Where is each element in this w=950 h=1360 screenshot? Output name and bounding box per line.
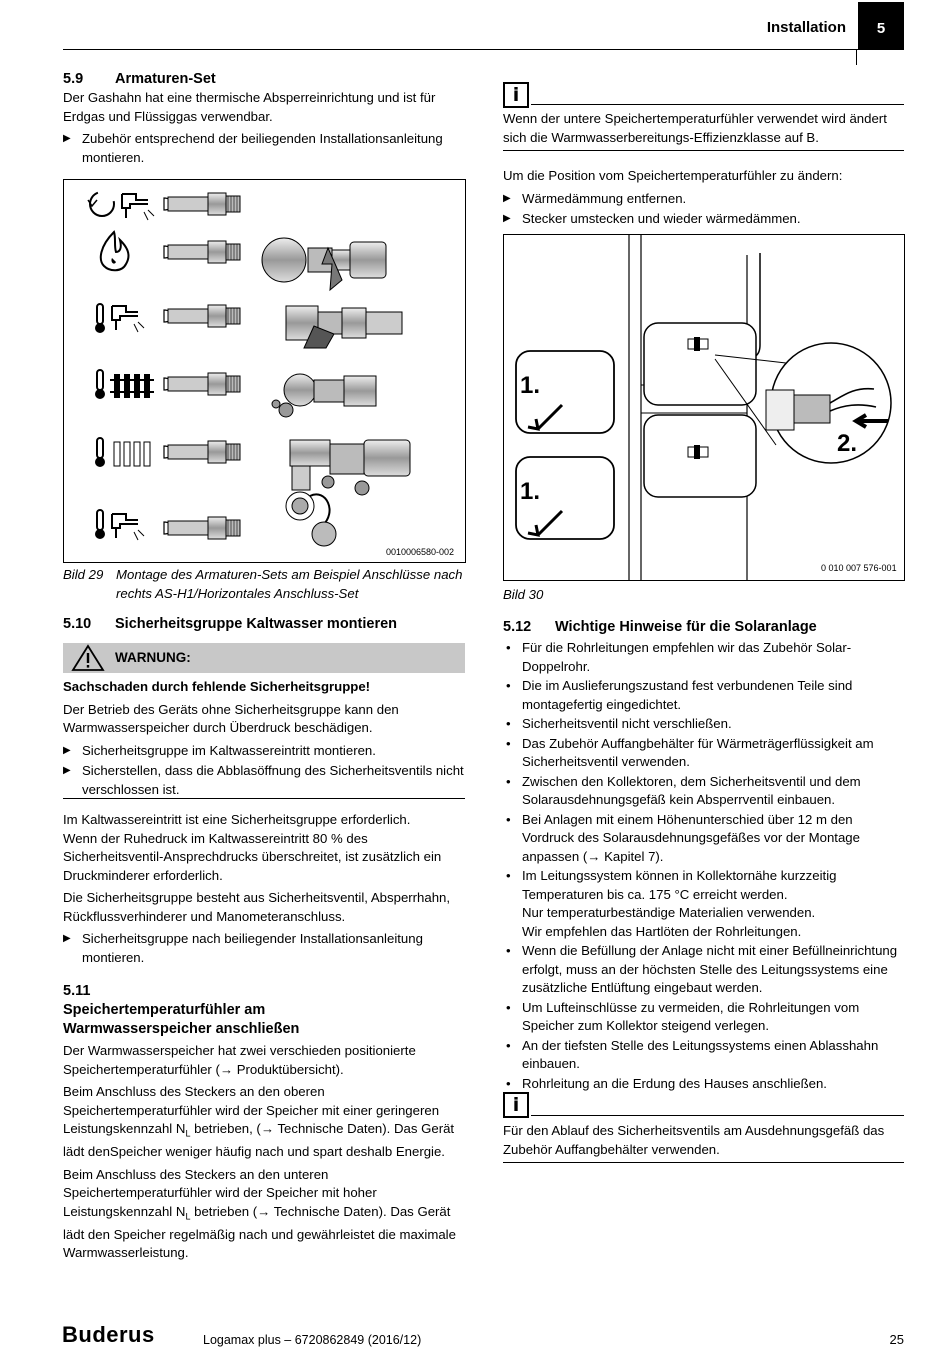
list-item: • Für die Rohrleitungen empfehlen wir das Zubehör Solar-Doppelrohr. — [503, 639, 905, 676]
hot-water-valve — [286, 306, 402, 348]
paragraph: Wenn der Ruhedruck im Kaltwassereintritt 80 % des Sicherheitsventil-Ansprechdrucks überschreitet, ist zusätzlich ein Druckminderer erforderlich. — [63, 830, 442, 883]
info-rule-top — [531, 1115, 904, 1116]
section-title: Wichtige Hinweise für die Solaranlage — [555, 619, 817, 635]
figure-29-caption — [63, 566, 465, 603]
section-5-11 — [63, 982, 465, 1267]
step-item: ▶ Wärmedämmung entfernen. — [503, 190, 905, 209]
list-item: • Um Lufteinschlüsse zu vermeiden, die Rohrleitungen vom Speicher zum Kollektor steigend verlegen. — [503, 999, 905, 1036]
text-part: Beim Anschluss des Steckers an den oberen Speichertemperaturfühler wird der Speicher mit einer geringeren Leistungskennzahl N — [63, 1084, 440, 1136]
paragraph: Der Warmwasserspeicher hat zwei verschieden positionierte Speichertemperaturfühler (→ Produktübersicht). — [63, 1043, 416, 1077]
list-item: • Zwischen den Kollektoren, dem Sicherheitsventil und dem Solarausdehnungsgefäß kein Absperrventil einbauen. — [503, 773, 905, 810]
warning-label: WARNUNG: — [115, 650, 191, 665]
section-title: Speichertemperaturfühler am Warmwasserspeicher anschließen — [63, 1002, 300, 1037]
section-5-12-heading — [503, 618, 905, 637]
list-item: • An der tiefsten Stelle des Leitungssystems einen Ablasshahn einbauen. — [503, 1037, 905, 1074]
step-list — [503, 190, 905, 229]
paragraph-upper-sensor — [63, 1083, 465, 1162]
circulation-row — [88, 192, 240, 220]
text-part: Beim Anschluss des Steckers an den unteren Speichertemperaturfühler wird der Speicher mit hoher Leistungskennzahl N — [63, 1166, 377, 1219]
header-section-title: Installation — [766, 19, 846, 36]
section-title: Sicherheitsgruppe Kaltwasser montieren — [115, 616, 398, 632]
info-rule-top — [531, 104, 904, 105]
page-number: 25 — [889, 1332, 904, 1347]
warning-end-rule — [63, 798, 465, 799]
step-list — [63, 130, 465, 167]
warning-triangle-icon — [71, 644, 105, 672]
brand-logo: Buderus — [62, 1322, 155, 1347]
section-5-9 — [63, 70, 465, 171]
heating-flow-row — [95, 370, 376, 417]
section-5-12 — [503, 618, 905, 1094]
callout-step-1-lower: 1. — [520, 478, 541, 505]
section-5-10 — [63, 615, 465, 803]
warning-bar — [63, 643, 465, 673]
heating-flow-valve — [272, 374, 376, 417]
heating-return-row — [95, 438, 410, 546]
list-item: • Das Zubehör Auffangbehälter für Wärmeträgerflüssigkeit am Sicherheitsventil verwenden. — [503, 735, 905, 772]
list-item: • Wenn die Befüllung der Anlage nicht mit einer Befüllneinrichtung erfolgt, muss an der höchsten Stelle des Leitungssystems eine zusätzliche Entlüftung eingebaut werden. — [503, 942, 905, 998]
figure-30 — [503, 234, 905, 581]
gas-valve-fitting — [262, 238, 386, 290]
step-item: ▶ Stecker umstecken und wieder wärmedämmen. — [503, 210, 905, 229]
section-number: 5.12 — [503, 619, 532, 635]
paragraph: Der Gashahn hat eine thermische Absperreinrichtung und ist für Erdgas und Flüssiggas verwendbar. — [63, 90, 436, 124]
caption-text: Montage des Armaturen-Sets am Beispiel Anschlüsse nach rechts AS-H1/Horizontales Anschluss-Set — [116, 567, 463, 601]
info-note-2: Für den Ablauf des Sicherheitsventils am Ausdehnungsgefäß das Zubehör Auffangbehälter verwenden. — [503, 1123, 885, 1157]
section-5-10-heading — [63, 615, 465, 634]
list-item: • Sicherheitsventil nicht verschließen. — [503, 715, 905, 734]
figure-29 — [63, 179, 466, 563]
list-item: • Bei Anlagen mit einem Höhenunterschied über 12 m den Vordruck des Solarausdehnungsgefäßes vor der Montage anpassen (→ Kapitel 7). — [503, 811, 905, 867]
callout-step-2: 2. — [837, 430, 858, 457]
callout-step-1-upper: 1. — [520, 372, 541, 399]
text-part: betrieben, (→ Technische Daten). Das Gerät lädt denSpeicher weniger häufig nach und spart deshalb Energie. — [63, 1121, 455, 1160]
step-item: ▶ Sicherheitsgruppe im Kaltwassereintritt montieren. — [63, 742, 465, 761]
info-icon: i — [503, 1092, 529, 1118]
header-tick — [856, 49, 857, 65]
warning-heading: Sachschaden durch fehlende Sicherheitsgruppe! — [63, 679, 371, 694]
section-number: 5.9 — [63, 71, 84, 87]
warning-step-list — [63, 742, 465, 800]
step-item: ▶ Zubehör entsprechend der beiliegenden Installationsanleitung montieren. — [63, 130, 465, 167]
paragraph-lower-sensor — [63, 1166, 465, 1263]
list-item: • Die im Auslieferungszustand fest verbundenen Teile sind montagefertig eingedichtet. — [503, 677, 905, 714]
sensor-plug-illustration — [504, 235, 904, 580]
document-reference: Logamax plus – 6720862849 (2016/12) — [203, 1333, 422, 1347]
section-5-10-body — [63, 811, 465, 971]
step-item: ▶ Sicherstellen, dass die Abblasöffnung des Sicherheitsventils nicht verschlossen ist. — [63, 762, 465, 799]
subscript: L — [185, 1128, 191, 1139]
text-part: betrieben (→ Technische Daten). Das Gerät lädt den Speicher regelmäßig nach und gewährleistet die maximale Warmwasserleistung. — [63, 1203, 456, 1261]
gas-row — [101, 232, 386, 290]
paragraph: Um die Position vom Speichertemperaturfühler zu ändern: — [503, 168, 843, 183]
list-item: • Rohrleitung an die Erdung des Hauses anschließen. — [503, 1075, 905, 1094]
fitting-set-illustration — [64, 180, 465, 562]
paragraph: Die Sicherheitsgruppe besteht aus Sicherheitsventil, Absperrhahn, Rückflussverhinderer und Manometeranschluss. — [63, 890, 451, 924]
chapter-number-box: 5 — [858, 2, 904, 50]
safety-group-valve — [286, 440, 410, 546]
step-list — [63, 930, 465, 967]
paragraph: Im Kaltwassereintritt ist eine Sicherheitsgruppe erforderlich. — [63, 812, 411, 827]
info-icon: i — [503, 82, 529, 108]
list-item: • Im Leitungssystem können in Kollektornähe kurzzeitig Temperaturen bis ca. 175 °C erreicht werden. Nur temperaturbeständige Materialien verwenden. Wir empfehlen das Hartlöten der Rohrleitungen. — [503, 867, 905, 941]
header-rule — [63, 49, 858, 50]
info-rule-bottom — [503, 1162, 904, 1163]
warning-text: Der Betrieb des Geräts ohne Sicherheitsgruppe kann den Warmwasserspeicher durch Überdruck beschädigen. — [63, 701, 399, 735]
caption-label: Bild 29 — [63, 567, 104, 582]
section-number: 5.10 — [63, 616, 92, 632]
subscript: L — [185, 1211, 191, 1222]
section-title: Armaturen-Set — [115, 71, 216, 87]
sensor-change-instructions — [503, 167, 905, 233]
info-rule-bottom — [503, 150, 904, 151]
section-5-11-heading — [63, 982, 465, 1039]
figure-30-caption: Bild 30 — [503, 587, 544, 602]
info-note-1: Wenn der untere Speichertemperaturfühler verwendet wird ändert sich die Warmwasserbereitungs-Effizienzklasse auf B. — [503, 111, 887, 145]
solar-notes-list — [503, 639, 905, 1093]
section-5-9-heading — [63, 70, 465, 89]
cold-water-row — [95, 510, 240, 540]
figure-id: 0 010 007 576-001 — [821, 563, 897, 573]
step-item: ▶ Sicherheitsgruppe nach beiliegender Installationsanleitung montieren. — [63, 930, 465, 967]
figure-id: 0010006580-002 — [386, 547, 455, 557]
section-number: 5.11 — [63, 983, 91, 999]
hot-water-row — [95, 304, 402, 348]
